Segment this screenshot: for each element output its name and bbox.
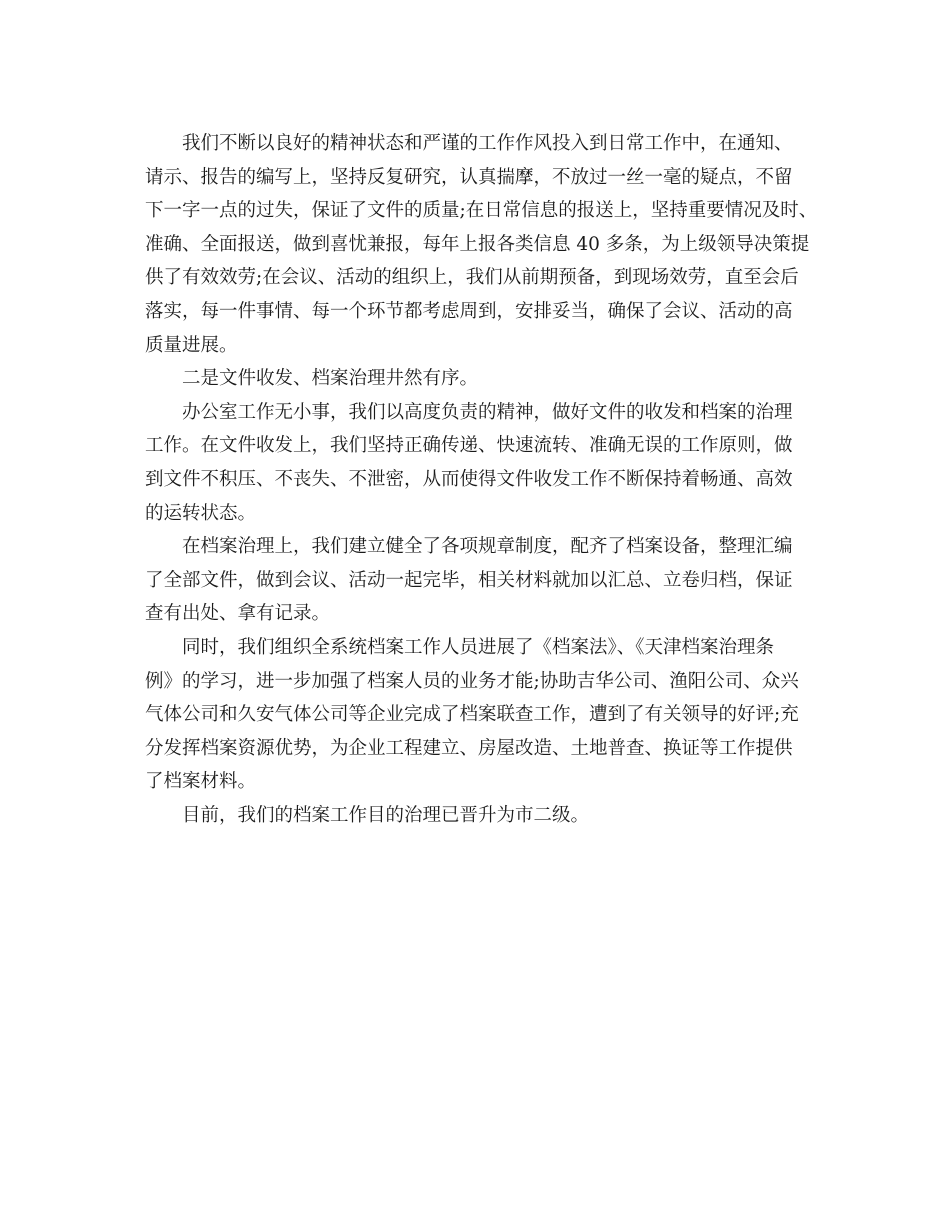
paragraph-line: 供了有效效劳;在会议、活动的组织上，我们从前期预备，到现场效劳，直至会后: [145, 267, 799, 289]
paragraph-line: 下一字一点的过失，保证了文件的质量;在日常信息的报送上，坚持重要情况及时、: [145, 200, 818, 222]
paragraph-line: 的运转状态。: [145, 502, 257, 524]
paragraph-line: 了全部文件，做到会议、活动一起完毕，相关材料就加以汇总、立卷归档，保证: [145, 569, 793, 591]
paragraph-line: 同时，我们组织全系统档案工作人员进展了《档案法》、《天津档案治理条: [182, 636, 775, 658]
paragraph-line: 准确、全面报送，做到喜忧兼报，每年上报各类信息 40 多条，为上级领导决策提: [145, 233, 810, 255]
paragraph-line: 查有出处、拿有记录。: [145, 603, 331, 625]
paragraph-line: 落实，每一件事情、每一个环节都考虑周到，安排妥当，确保了会议、活动的高: [145, 300, 793, 322]
paragraph-line: 例》的学习，进一步加强了档案人员的业务才能;协助吉华公司、渔阳公司、众兴: [145, 670, 799, 692]
paragraph-line: 质量进展。: [145, 334, 238, 356]
paragraph-line: 请示、报告的编写上，坚持反复研究，认真揣摩，不放过一丝一毫的疑点，不留: [145, 166, 793, 188]
paragraph-line: 到文件不积压、不丧失、不泄密，从而使得文件收发工作不断保持着畅通、高效: [145, 468, 793, 490]
paragraph-line: 了档案材料。: [145, 771, 257, 793]
paragraph-line: 办公室工作无小事，我们以高度负责的精神，做好文件的收发和档案的治理: [182, 401, 793, 423]
section-heading-line: 二是文件收发、档案治理井然有序。: [182, 368, 479, 390]
paragraph-line: 我们不断以良好的精神状态和严谨的工作作风投入到日常工作中，在通知、: [182, 133, 793, 154]
paragraph-line: 目前，我们的档案工作目的治理已晋升为市二级。: [182, 804, 590, 826]
paragraph-line: 在档案治理上，我们建立健全了各项规章制度，配齐了档案设备，整理汇编: [182, 536, 793, 558]
paragraph-line: 气体公司和久安气体公司等企业完成了档案联查工作，遭到了有关领导的好评;充: [145, 704, 799, 726]
paragraph-line: 工作。在文件收发上，我们坚持正确传递、快速流转、准确无误的工作原则，做: [145, 435, 793, 457]
paragraph-line: 分发挥档案资源优势，为企业工程建立、房屋改造、土地普查、换证等工作提供: [145, 737, 793, 759]
document-body: [145, 127, 825, 832]
